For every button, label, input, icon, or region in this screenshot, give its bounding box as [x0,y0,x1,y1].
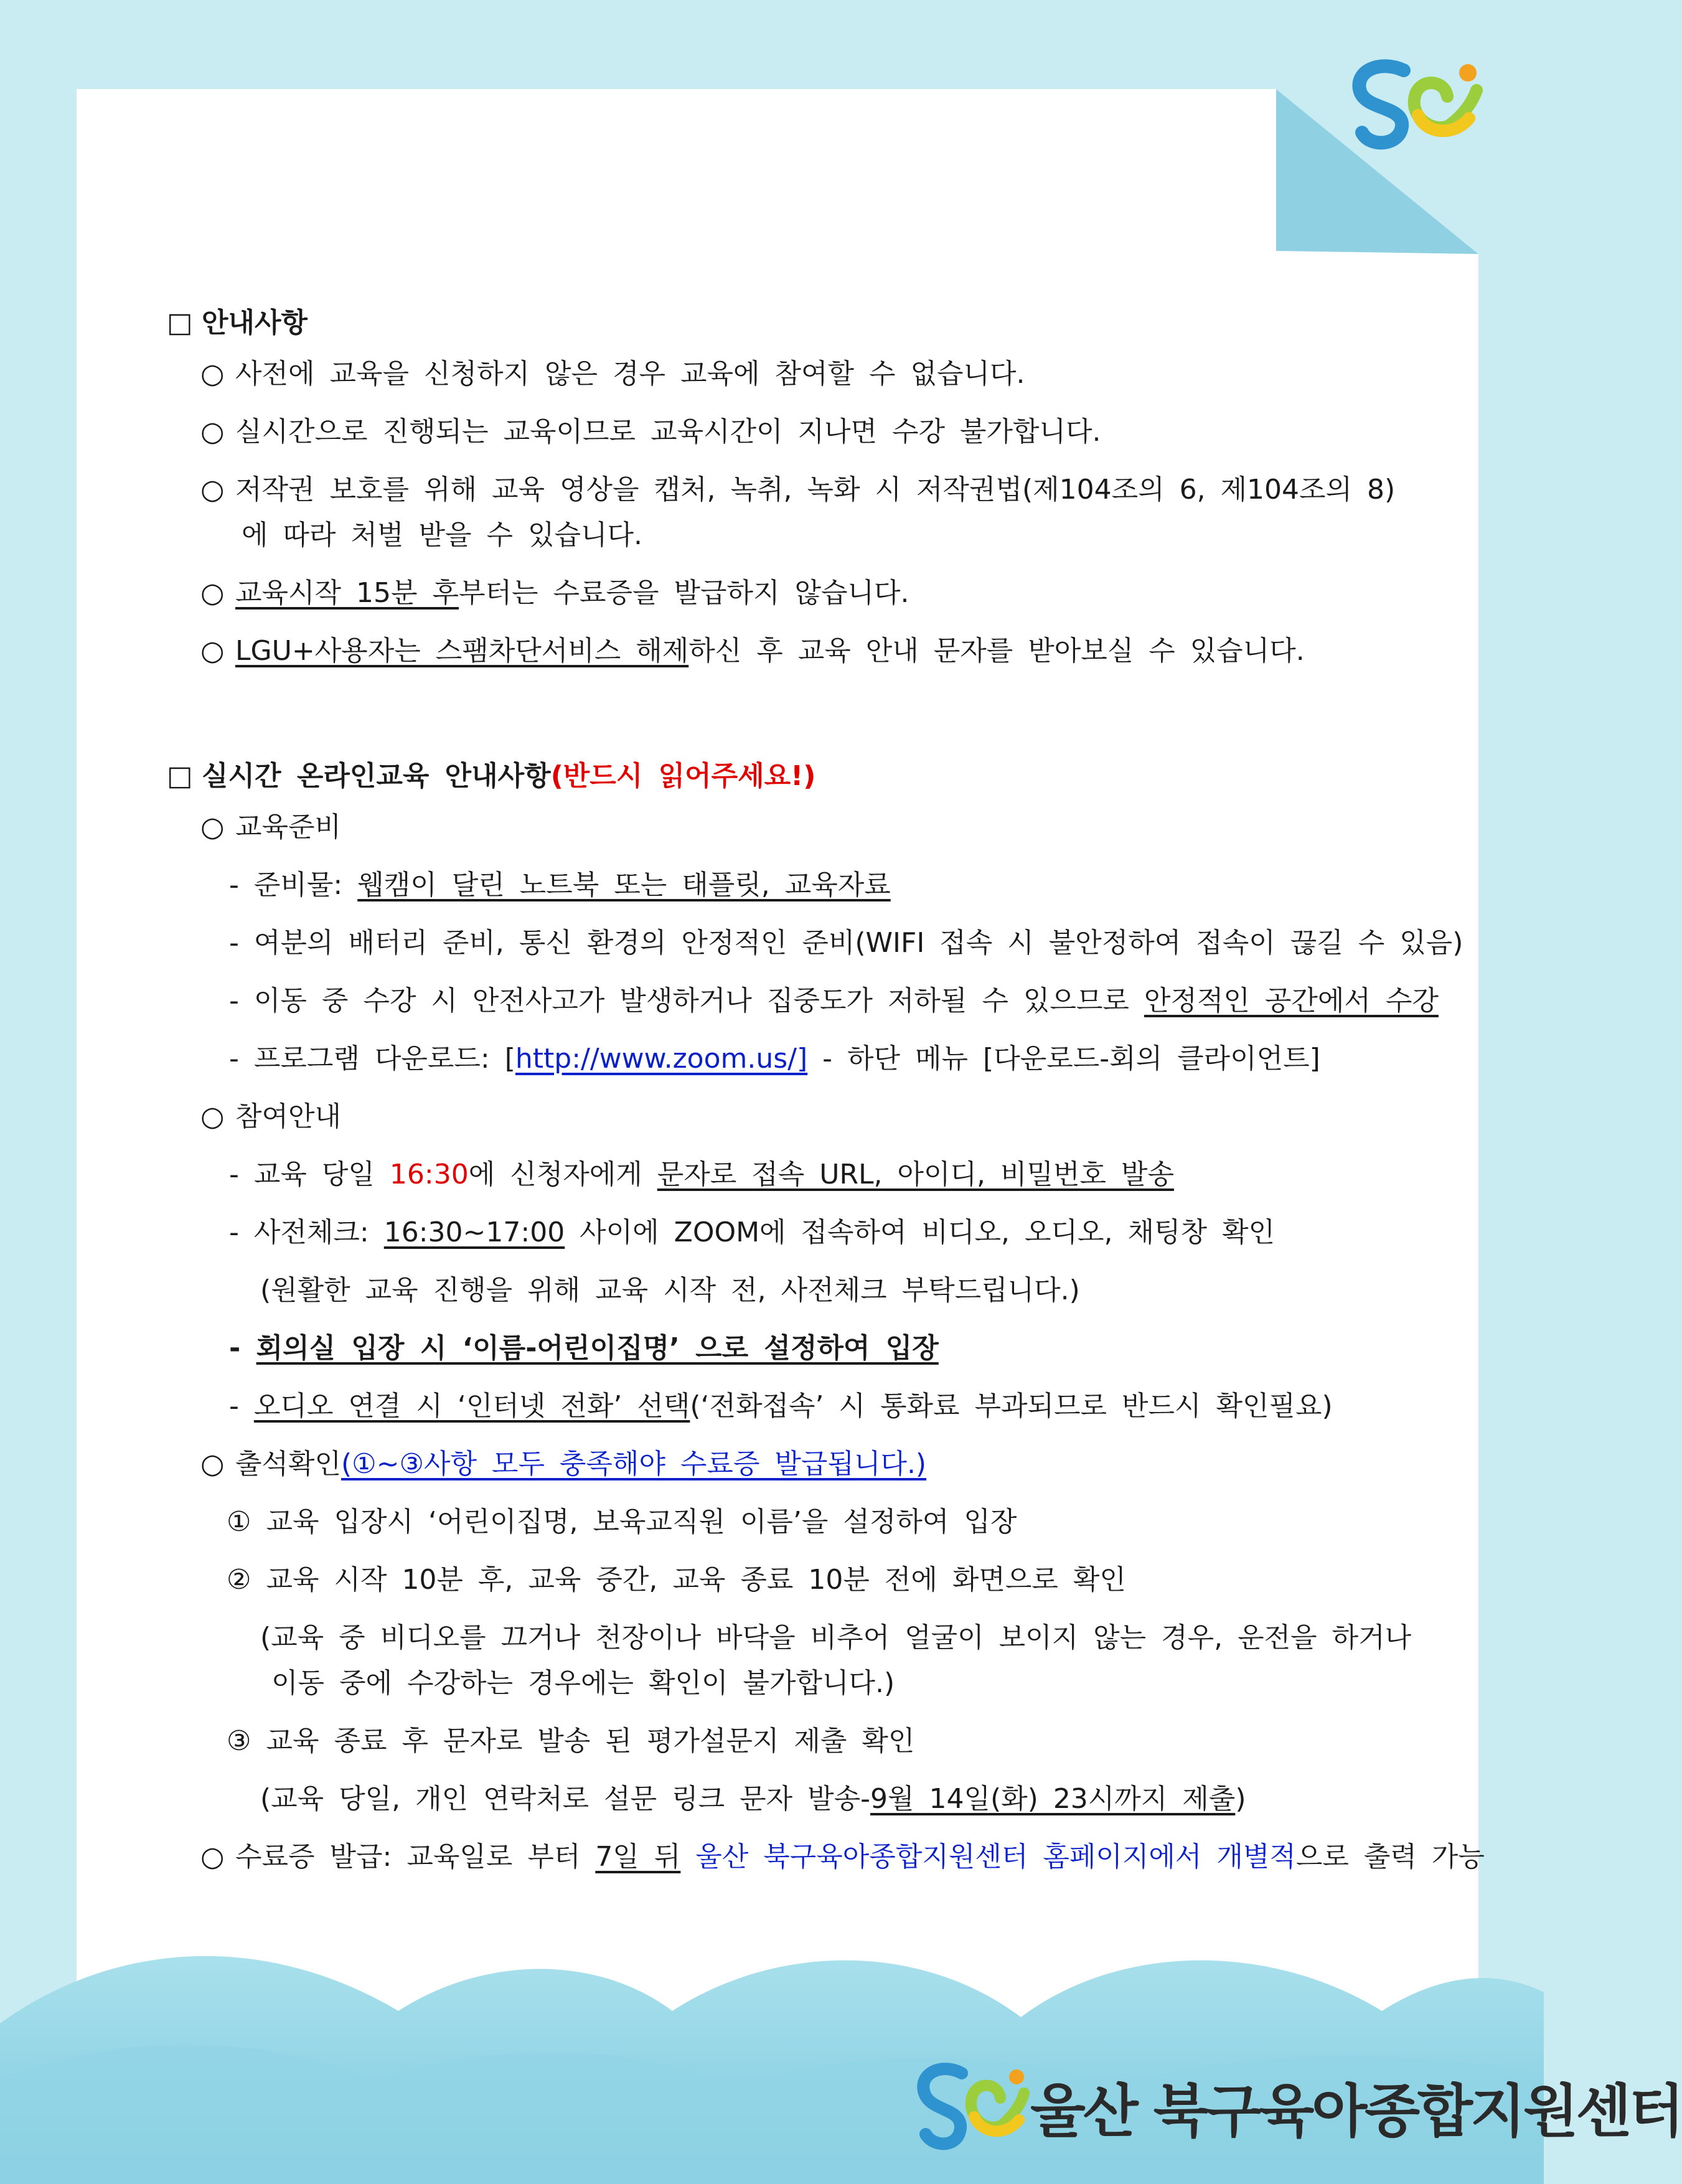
join-audio: - 오디오 연결 시 ‘인터넷 전화’ 선택(‘전화접속’ 시 통화료 부과되므로 반드시 확인필요) [229,1390,1333,1422]
circle-bullet-icon: ○ [200,811,225,843]
logo-icon [912,2055,1027,2160]
attend-step-2-note-cont: 이동 중에 수강하는 경우에는 확인이 불가합니다.) [271,1667,895,1699]
attend-step-2-note: (교육 중 비디오를 끄거나 천장이나 바닥을 비추어 얼굴이 보이지 않는 경우, 운전을 하거나 [260,1622,1412,1654]
logo-icon [1345,53,1485,159]
prep-supplies: - 준비물: 웹캠이 달린 노트북 또는 태플릿, 교육자료 [229,869,891,901]
circle-bullet-icon: ○ [200,635,225,667]
join-precheck: - 사전체크: 16:30~17:00 사이에 ZOOM에 접속하여 비디오, 오디오, 채팅창 확인 [229,1217,1276,1248]
notice-item-lgu: ○ LGU+사용자는 스팸차단서비스 해제하신 후 교육 안내 문자를 받아보실 수 있습니다. [200,632,1464,671]
circle-bullet-icon: ○ [200,416,225,448]
notice-content [167,293,1485,1896]
checkbox-icon: □ [167,760,193,792]
certificate-issue: ○ 수료증 발급: 교육일로 부터 7일 뒤 울산 북구육아종합지원센터 홈페이지에서 개별적으로 출력 가능 [200,1838,1464,1876]
prep-heading: ○ 교육준비 [200,808,1464,847]
zoom-download-link[interactable]: http://www.zoom.us/] [515,1043,808,1075]
footer-org-name: 울산 북구육아종합지원센터 [1030,2078,1682,2145]
circle-bullet-icon: ○ [200,1101,225,1132]
circle-bullet-icon: ○ [200,474,225,506]
circle-bullet-icon: ○ [200,1448,225,1480]
circle-bullet-icon: ○ [200,1841,225,1873]
attend-heading: ○ 출석확인(①~③사항 모두 충족해야 수료증 발급됩니다.) [200,1445,1464,1484]
attend-step-2: ② 교육 시작 10분 후, 교육 중간, 교육 종료 10분 전에 화면으로 확인 [227,1564,1126,1596]
prep-safety: - 이동 중 수강 시 안전사고가 발생하거나 집중도가 저하될 수 있으므로 안정적인 공간에서 수강 [229,985,1439,1017]
attend-step-1: ① 교육 입장시 ‘어린이집명, 보육교직원 이름’을 설정하여 입장 [227,1506,1017,1538]
join-precheck-note: (원활한 교육 진행을 위해 교육 시작 전, 사전체크 부탁드립니다.) [260,1274,1080,1306]
prep-battery: - 여분의 배터리 준비, 통신 환경의 안정적인 준비(WIFI 접속 시 불안정하여 접속이 끊길 수 있음) [229,927,1464,959]
notice-item: ○ 사전에 교육을 신청하지 않은 경우 교육에 참여할 수 없습니다. [200,355,1464,393]
section-title-notice: □ 안내사항 [167,304,1431,342]
circle-bullet-icon: ○ [200,577,225,609]
prep-download: - 프로그램 다운로드: [http://www.zoom.us/] - 하단 메뉴 [다운로드-회의 클라이언트] [229,1043,1320,1075]
join-sms: - 교육 당일 16:30에 신청자에게 문자로 접속 URL, 아이디, 비밀번호 발송 [229,1159,1174,1190]
circle-bullet-icon: ○ [200,358,225,390]
must-read-note: (반드시 읽어주세요!) [550,760,816,792]
attend-step-3-note: (교육 당일, 개인 연락처로 설문 링크 문자 발송-9월 14일(화) 23시까지 제출) [260,1783,1246,1815]
checkbox-icon: □ [167,307,193,339]
notice-item-certificate: ○ 교육시작 15분 후부터는 수료증을 발급하지 않습니다. [200,574,1464,613]
footer-logo [912,2055,1682,2167]
join-heading: ○ 참여안내 [200,1098,1464,1136]
notice-item-copyright: ○ 저작권 보호를 위해 교육 영상을 캡처, 녹취, 녹화 시 저작권법(제104조의 6, 제104조의 8) [200,471,1464,509]
section-title-online: □ 실시간 온라인교육 안내사항(반드시 읽어주세요!) [167,757,1431,796]
attend-step-3: ③ 교육 종료 후 문자로 발송 된 평가설문지 제출 확인 [227,1725,915,1757]
notice-item-copyright-cont: 에 따라 처벌 받을 수 있습니다. [242,519,642,551]
spacer [167,690,1431,746]
join-room-name: - 회의실 입장 시 ‘이름-어린이집명’ 으로 설정하여 입장 [229,1332,939,1364]
notice-item: ○ 실시간으로 진행되는 교육이므로 교육시간이 지나면 수강 불가합니다. [200,413,1464,451]
